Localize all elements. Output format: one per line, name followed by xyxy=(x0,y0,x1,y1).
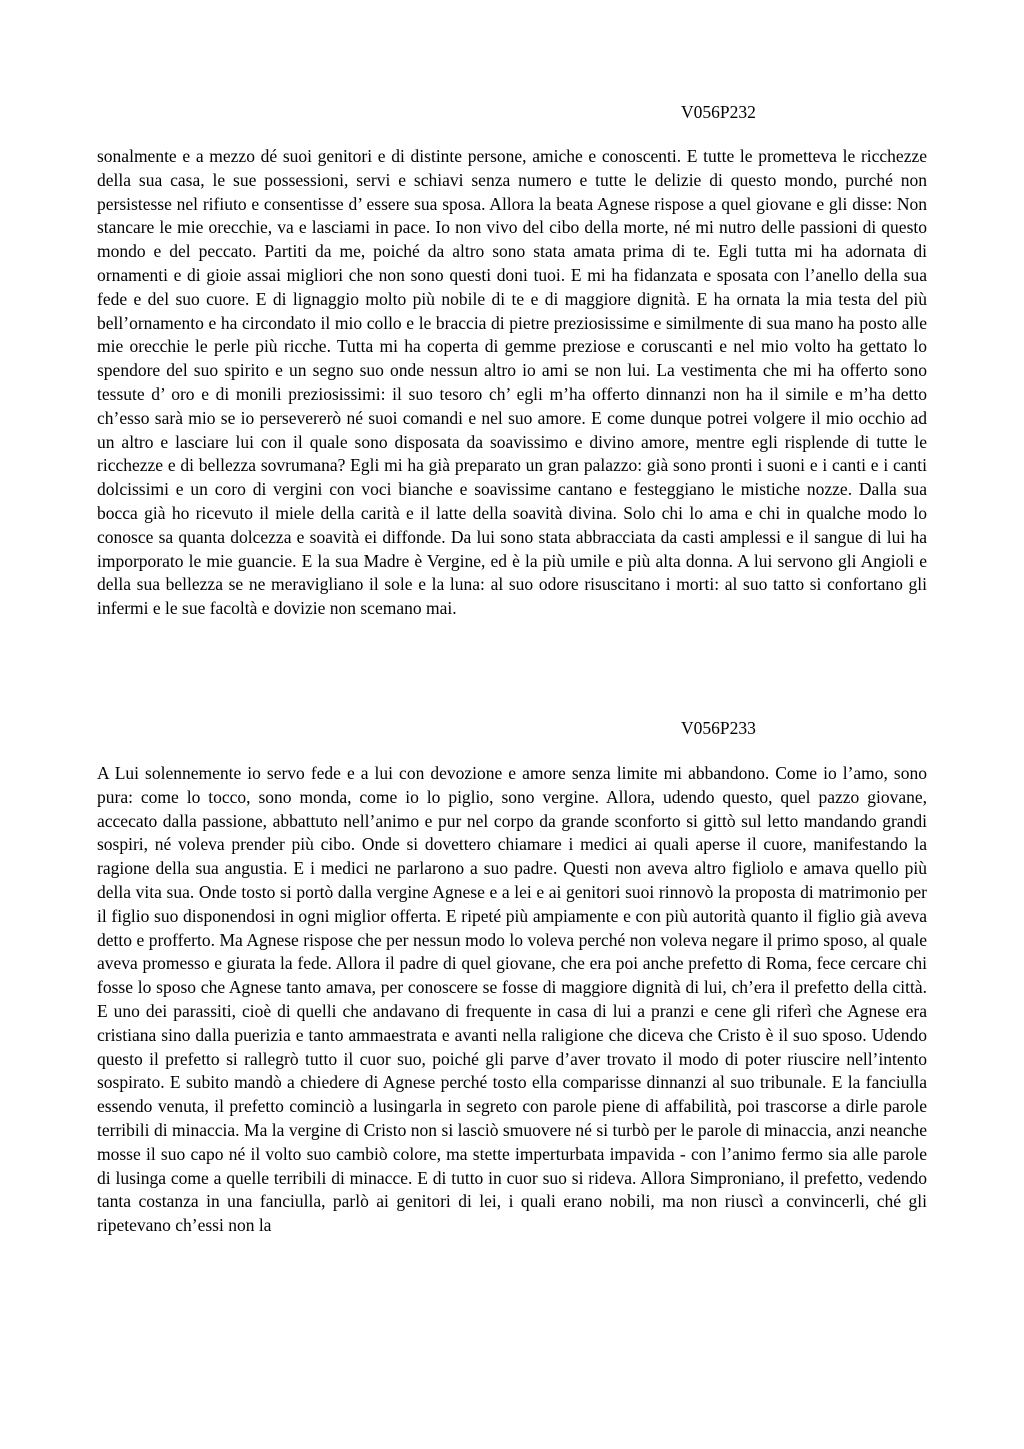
page-identifier: V056P233 xyxy=(681,718,756,738)
body-paragraph: sonalmente e a mezzo dé suoi genitori e di distinte persone, amiche e conoscenti. E tutte le prometteva le ricchezze della sua casa, le sue possessioni, servi e schiavi senza numero e tutte le delizie di questo mondo, purché non persistesse nel rifiuto e consentisse d’ essere sua sposa. Allora la beata Agnese rispose a quel giovane e gli disse: Non stancare le mie orecchie, va e lasciami in pace. Io non vivo del cibo della morte, né mi nutro delle passioni di questo mondo e del peccato. Partiti da me, poiché da altro sono stata amata prima di te. Egli tutta mi ha adornata di ornamenti e di gioie assai migliori che non sono questi doni tuoi. E mi ha fidanzata e sposata con l’anello della sua fede e del suo cuore. E di lignaggio molto più nobile di te e di maggiore dignità. E ha ornata la mia testa del più bell’ornamento e ha circondato il mio collo e le braccia di pietre preziosissime e similmente di sua mano ha posto alle mie orecchie le perle più ricche. Tutta mi ha coperta di gemme preziose e coruscanti e nel mio volto ha gettato lo spendore del suo spirito e un segno suo onde nessun altro io ami se non lui. La vestimenta che mi ha offerto sono tessute d’ oro e di monili preziosissimi: il suo tesoro ch’ egli m’ha offerto dinnanzi non ha il simile e m’ha detto ch’esso sarà mio se io persevererò né suoi comandi e nel suo amore. E come dunque potrei volgere il mio occhio ad un altro e lasciare lui con il quale sono disposata da soavissimo e divino amore, mentre egli risplende di tutte le ricchezze e di bellezza sovrumana? Egli mi ha già preparato un gran palazzo: già sono pronti i suoni e i canti e i canti dolcissimi e un coro di vergini con voci bianche e soavissime cantano e festeggiano le mistiche nozze. Dalla sua bocca già ho ricevuto il miele della carità e il latte della soavità divina. Solo chi lo ama e chi in qualche modo lo conosce sa quanta dolcezza e soavità ei diffonde. Da lui sono stata abbracciata da casti amplessi e il sangue di lui ha imporporato le mie guancie. E la sua Madre è Vergine, ed è la più umile e più alta donna. A lui servono gli Angioli e della sua bellezza se ne meravigliano il sole e la luna: al suo odore risuscitano i morti: al suo tatto si confortano gli infermi e le sue facoltà e dovizie non scemano mai. xyxy=(97,146,927,619)
page-identifier: V056P232 xyxy=(681,102,756,122)
body-paragraph: A Lui solennemente io servo fede e a lui con devozione e amore senza limite mi abbandono. Come io l’amo, sono pura: come lo tocco, sono monda, come io lo piglio, sono vergine. Allora, udendo questo, quel pazzo giovane, accecato dalla passione, abbattuto nell’animo e pur nel corpo da grande sconforto si gittò sul letto mandando grandi sospiri, né voleva prender più cibo. Onde si dovettero chiamare i medici ai quali aperse il cuore, manifestando la ragione della sua angustia. E i medici ne parlarono a suo padre. Questi non aveva altro figliolo e amava quello più della vita sua. Onde tosto si portò dalla vergine Agnese e a lei e ai genitori suoi rinnovò la proposta di matrimonio per il figlio suo disponendosi in ogni miglior offerta. E ripeté più ampiamente e con più autorità quanto il figlio già aveva detto e profferto. Ma Agnese rispose che per nessun modo lo voleva perché non voleva negare il primo sposo, al quale aveva promesso e giurata la fede. Allora il padre di quel giovane, che era poi anche prefetto di Roma, fece cercare chi fosse lo sposo che Agnese tanto amava, per conoscere se fosse di maggiore dignità di lui, ch’era il prefetto della città. E uno dei parassiti, cioè di quelli che andavano di frequente in casa di lui a pranzi e cene gli riferì che Agnese era cristiana sino dalla puerizia e tanto ammaestrata e avanti nella raligione che diceva che Cristo è il suo sposo. Udendo questo il prefetto si rallegrò tutto il cuor suo, poiché gli parve d’aver trovato il modo di poter riuscire nell’intento sospirato. E subito mandò a chiedere di Agnese perché tosto ella comparisse dinnanzi al suo tribunale. E la fanciulla essendo venuta, il prefetto cominciò a lusingarla in segreto con parole piene di affabilità, poi trascorse a dirle parole terribili di minaccia. Ma la vergine di Cristo non si lasciò smuovere né si turbò per le parole di minaccia, anzi neanche mosse il suo capo né il volto suo cambiò colore, ma stette imperturbata impavida - con l’animo fermo sia alle parole di lusinga come a quelle terribili di minacce. E di tutto in cuor suo si rideva. Allora Simproniano, il prefetto, vedendo tanta costanza in una fanciulla, parlò ai genitori di lei, i quali erano nobili, ma non riuscì a convincerli, ché gli ripetevano ch’essi non la xyxy=(97,763,927,1236)
